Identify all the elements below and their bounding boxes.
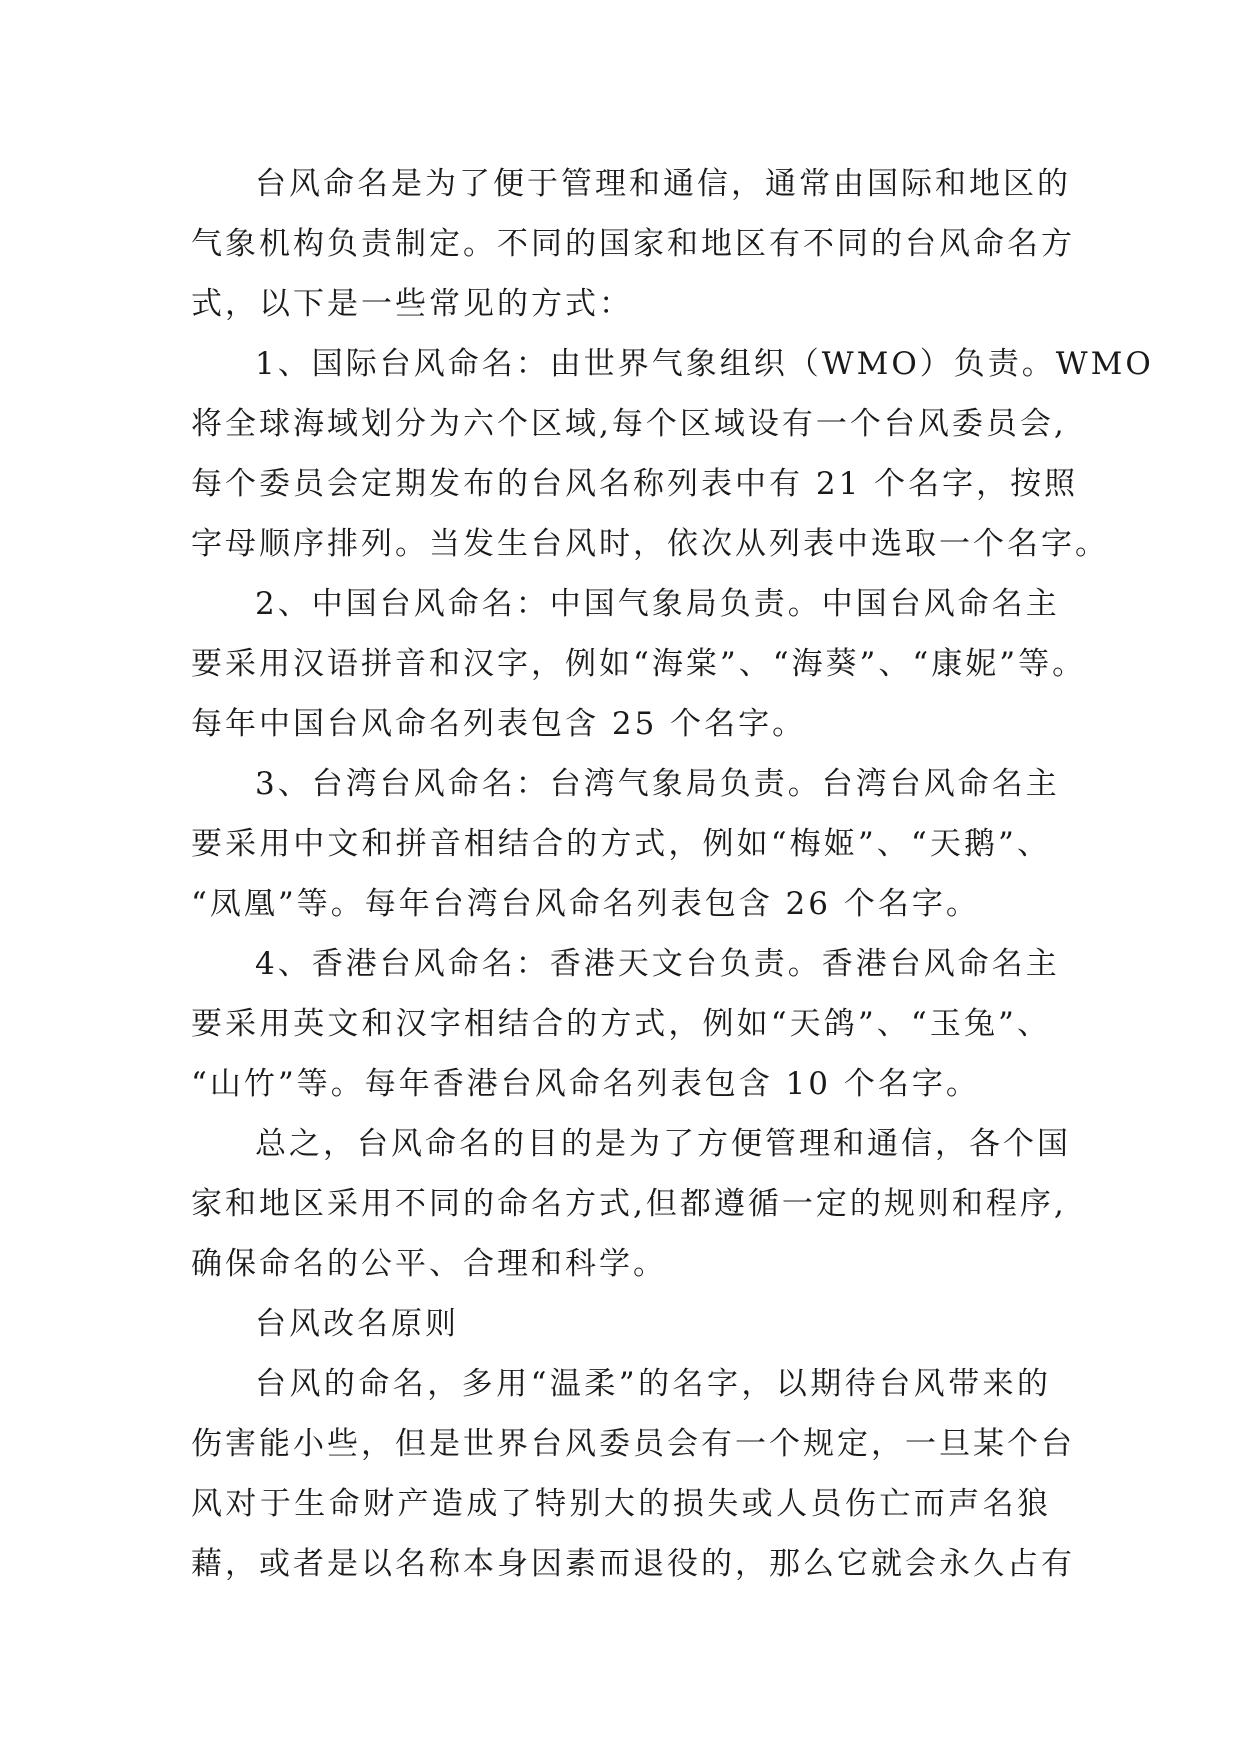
heading-text: 台风改名原则 <box>255 1306 459 1342</box>
text-line: 每个委员会定期发布的台风名称列表中有 21 个名字，按照 <box>191 466 1079 502</box>
text-line: 字母顺序排列。当发生台风时，依次从列表中选取一个名字。 <box>191 526 1109 562</box>
text-line: 家和地区采用不同的命名方式,但都遵循一定的规则和程序, <box>191 1186 1067 1222</box>
text-line: 3、台湾台风命名：台湾气象局负责。台湾台风命名主 <box>255 766 1060 802</box>
paragraph-intro <box>191 154 1075 334</box>
text-line: 伤害能小些，但是世界台风委员会有一个规定，一旦某个台 <box>191 1426 1075 1462</box>
text-line: 总之，台风命名的目的是为了方便管理和通信，各个国 <box>255 1126 1071 1162</box>
section-heading <box>191 1294 1051 1354</box>
document-body <box>191 154 1154 1594</box>
text-line: 每年中国台风命名列表包含 25 个名字。 <box>191 706 807 742</box>
paragraph-item-4 <box>191 934 1060 1114</box>
paragraph-rename <box>191 1354 1075 1594</box>
text-line: 4、香港台风命名：香港天文台负责。香港台风命名主 <box>255 946 1060 982</box>
text-line: 藉，或者是以名称本身因素而退役的，那么它就会永久占有 <box>191 1546 1075 1582</box>
text-line: 要采用汉语拼音和汉字，例如“海棠”、“海葵”、“康妮”等。 <box>191 646 1087 682</box>
text-line: 气象机构负责制定。不同的国家和地区有不同的台风命名方 <box>191 226 1075 262</box>
text-line: 台风命名是为了便于管理和通信，通常由国际和地区的 <box>255 166 1071 202</box>
text-line: 要采用英文和汉字相结合的方式，例如“天鸽”、“玉兔”、 <box>191 1006 1051 1042</box>
text-line: “山竹”等。每年香港台风命名列表包含 10 个名字。 <box>191 1066 980 1102</box>
text-line: 要采用中文和拼音相结合的方式，例如“梅姬”、“天鹅”、 <box>191 826 1051 862</box>
text-line: 确保命名的公平、合理和科学。 <box>191 1246 667 1282</box>
text-line: 1、国际台风命名：由世界气象组织（WMO）负责。WMO <box>255 346 1154 382</box>
text-line: 风对于生命财产造成了特别大的损失或人员伤亡而声名狼 <box>191 1486 1051 1522</box>
text-line: “凤凰”等。每年台湾台风命名列表包含 26 个名字。 <box>191 886 980 922</box>
text-line: 式，以下是一些常见的方式： <box>191 286 633 322</box>
paragraph-item-3 <box>191 754 1060 934</box>
paragraph-item-2 <box>191 574 1087 754</box>
paragraph-summary <box>191 1114 1071 1294</box>
paragraph-item-1 <box>191 334 1154 574</box>
text-line: 台风的命名，多用“温柔”的名字，以期待台风带来的 <box>255 1366 1051 1402</box>
text-line: 2、中国台风命名：中国气象局负责。中国台风命名主 <box>255 586 1060 622</box>
text-line: 将全球海域划分为六个区域,每个区域设有一个台风委员会, <box>191 406 1067 442</box>
